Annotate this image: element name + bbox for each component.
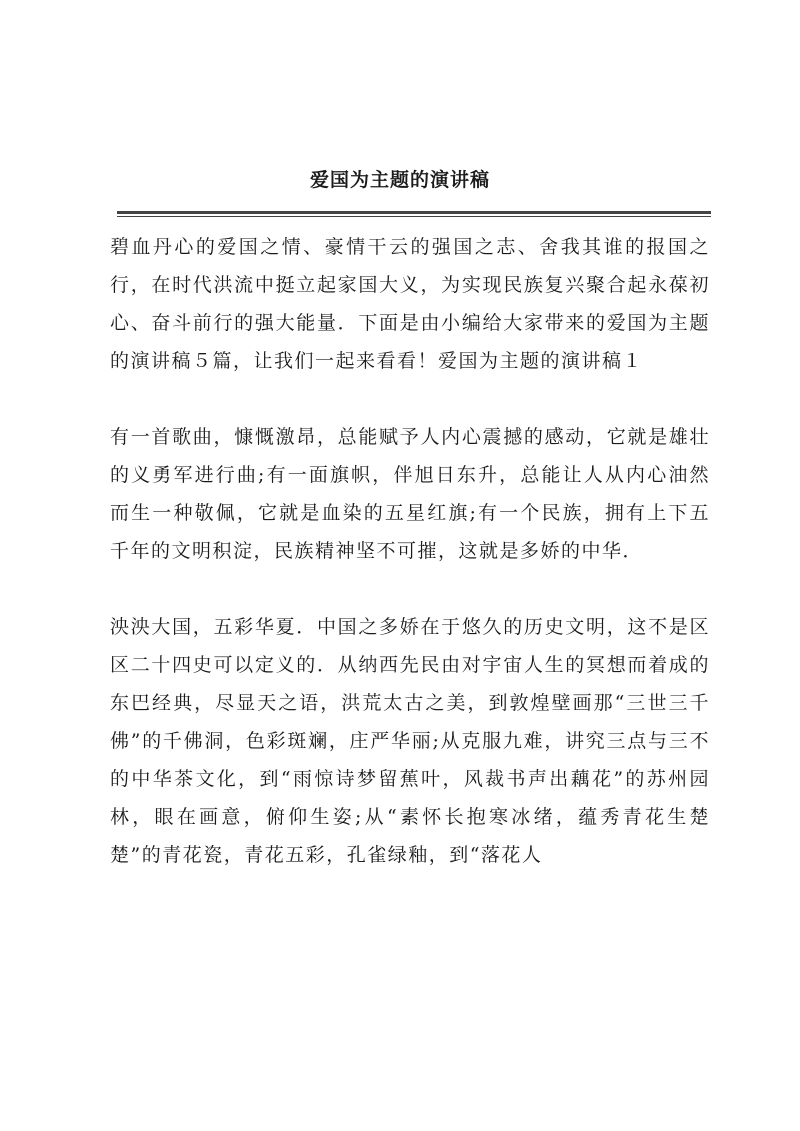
paragraph-intro: 碧血丹心的爱国之情、豪情干云的强国之志、舍我其谁的报国之行，在时代洪流中挺立起家国大义，为实现民族复兴聚合起永葆初心、奋斗前行的强大能量．下面是由小编给大家带来的爱国为主题的演讲稿５篇，让我们一起来看看！爱国为主题的演讲稿１	[110, 236, 710, 372]
document-title: 爱国为主题的演讲稿	[309, 169, 490, 191]
paragraph-history: 泱泱大国，五彩华夏．中国之多娇在于悠久的历史文明，这不是区区二十四史可以定义的．从纳西先民由对宇宙人生的冥想而着成的东巴经典，尽显天之语，洪荒太古之美，到敦煌壁画那“三世三千佛”的千佛洞，色彩斑斓，庄严华丽;从克服九难，讲究三点与三不的中华茶文化，到“雨惊诗梦留蕉叶，风裁书声出藕花”的苏州园林，眼在画意，俯仰生姿;从“素怀长抱寒冰绪，蕴秀青花生楚楚”的青花瓷，青花五彩，孔雀绿釉，到“落花人	[110, 616, 710, 866]
paragraph-anthem: 有一首歌曲，慷慨激昂，总能赋予人内心震撼的感动，它就是雄壮的义勇军进行曲;有一面旗帜，伴旭日东升，总能让人从内心油然而生一种敬佩，它就是血染的五星红旗;有一个民族，拥有上下五千年的文明积淀，民族精神坚不可摧，这就是多娇的中华．	[110, 426, 710, 562]
document-body	[110, 228, 710, 912]
title-divider	[117, 211, 711, 214]
